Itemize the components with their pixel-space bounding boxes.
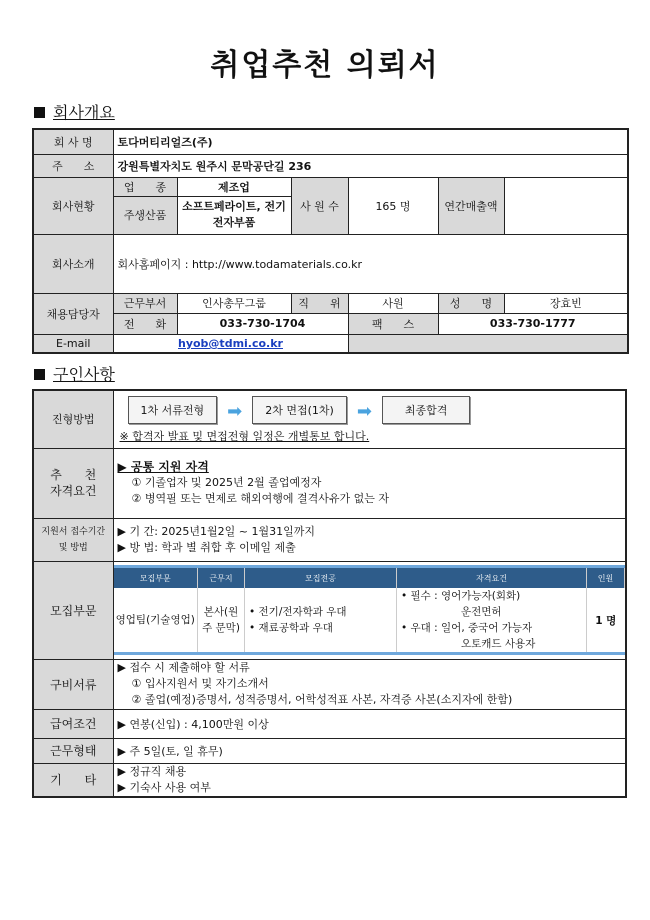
company-name: 토다머티리얼즈(주) (113, 129, 628, 154)
req-item: 운전면허 (461, 606, 502, 619)
col-header: 근무지 (198, 566, 245, 588)
intro-label: 회사소개 (33, 234, 113, 293)
fax: 033-730-1777 (438, 313, 628, 334)
position-label: 직 위 (291, 293, 348, 313)
docs-heading: ▶ 접수 시 제출해야 할 서류 (117, 661, 250, 674)
apply-label: 지원서 접수기간 (41, 526, 106, 537)
employees: 165 명 (348, 177, 438, 234)
phone: 033-730-1704 (177, 313, 348, 334)
square-bullet-icon (34, 107, 45, 118)
qual-item: ① 기졸업자 및 2025년 2월 졸업예정자 (131, 476, 322, 489)
industry: 제조업 (177, 177, 291, 196)
qual-item: ② 병역필 또는 면제로 해외여행에 결격사유가 없는 자 (131, 492, 389, 505)
arrow-right-icon: ➡ (356, 400, 372, 422)
etc-item: ▶ 기숙사 사용 여부 (117, 780, 211, 794)
req-item: 오토캐드 사용자 (461, 638, 536, 651)
work-type: ▶ 주 5일(토, 일 휴무) (113, 738, 626, 763)
work-label: 근무형태 (33, 738, 113, 763)
recruit-place: 본사(원주 문막) (198, 588, 245, 654)
process-note: ※ 합격자 발표 및 면접전형 일정은 개별통보 합니다. (119, 430, 370, 444)
qual-label: 추 천 (50, 468, 97, 482)
sales (504, 177, 628, 234)
apply-period: ▶ 기 간: 2025년1월2일 ~ 1월31일까지 (117, 524, 315, 538)
col-header: 모집전공 (245, 566, 397, 588)
page-title: 취업추천 의뢰서 (210, 48, 440, 83)
fax-label: 팩 스 (348, 313, 438, 334)
person: 장효빈 (504, 293, 628, 313)
job-table (32, 389, 627, 798)
contact-label: 채용담당자 (33, 293, 113, 334)
product-label: 주생산품 (113, 196, 177, 234)
recruit-dept: 영업팀(기술영업) (114, 588, 198, 654)
col-header: 자격요건 (397, 566, 587, 588)
apply-method: ▶ 방 법: 학과 별 취합 후 이메일 제출 (117, 540, 296, 554)
docs-item: ① 입사지원서 및 자기소개서 (131, 677, 269, 690)
salary: ▶ 연봉(신입) : 4,100만원 이상 (113, 709, 626, 738)
email-link[interactable]: hyob@tdmi.co.kr (178, 336, 283, 350)
docs-label: 구비서류 (33, 659, 113, 709)
recruit-label: 모집부문 (33, 561, 113, 659)
dept: 인사총무그룹 (177, 293, 291, 313)
docs-item: ② 졸업(예정)증명서, 성적증명서, 어학성적표 사본, 자격증 사본(소지자에 한함) (131, 693, 513, 706)
process-label: 진형방법 (33, 390, 113, 448)
homepage: 회사홈페이지 : http://www.todamaterials.co.kr (113, 234, 628, 293)
address-label: 주 소 (33, 154, 113, 177)
col-header: 인원 (587, 566, 625, 588)
qual-label-2: 자격요건 (50, 484, 97, 498)
step-3: 최종합격 (382, 396, 471, 424)
req-item: • 우대 : 일어, 중국어 가능자 (401, 622, 533, 635)
req-item: • 필수 : 영어가능자(회화) (401, 590, 521, 603)
person-label: 성 명 (438, 293, 504, 313)
product: 소프트페라이트, 전기전자부품 (177, 196, 291, 234)
square-bullet-icon (34, 369, 45, 380)
recruit-count: 1 명 (587, 588, 625, 654)
company-table (32, 128, 629, 354)
recruit-table (114, 565, 626, 656)
position: 사원 (348, 293, 438, 313)
address: 강원특별자치도 원주시 문막공단길 236 (113, 154, 628, 177)
section-company-overview: 회사개요 (34, 100, 115, 123)
status-label: 회사현황 (33, 177, 113, 234)
phone-label: 전 화 (113, 313, 177, 334)
step-1: 1차 서류전형 (128, 396, 218, 424)
empty-cell (348, 334, 628, 353)
major-item: • 재료공학과 우대 (249, 622, 333, 635)
sales-label: 연간매출액 (438, 177, 504, 234)
etc-label: 기 타 (33, 763, 113, 797)
industry-label: 업 종 (113, 177, 177, 196)
col-header: 모집부문 (114, 566, 198, 588)
employees-label: 사 원 수 (291, 177, 348, 234)
email-label: E-mail (33, 334, 113, 353)
apply-label-2: 및 방법 (58, 542, 88, 553)
arrow-right-icon: ➡ (227, 400, 243, 422)
major-item: • 전기/전자학과 우대 (249, 606, 347, 619)
section-job-info: 구인사항 (34, 362, 115, 385)
dept-label: 근무부서 (113, 293, 177, 313)
company-name-label: 회 사 명 (33, 129, 113, 154)
step-2: 2차 면접(1차) (252, 396, 347, 424)
qual-heading: ▶ 공통 지원 자격 (117, 460, 209, 474)
etc-item: ▶ 정규직 채용 (117, 764, 187, 778)
salary-label: 급여조건 (33, 709, 113, 738)
